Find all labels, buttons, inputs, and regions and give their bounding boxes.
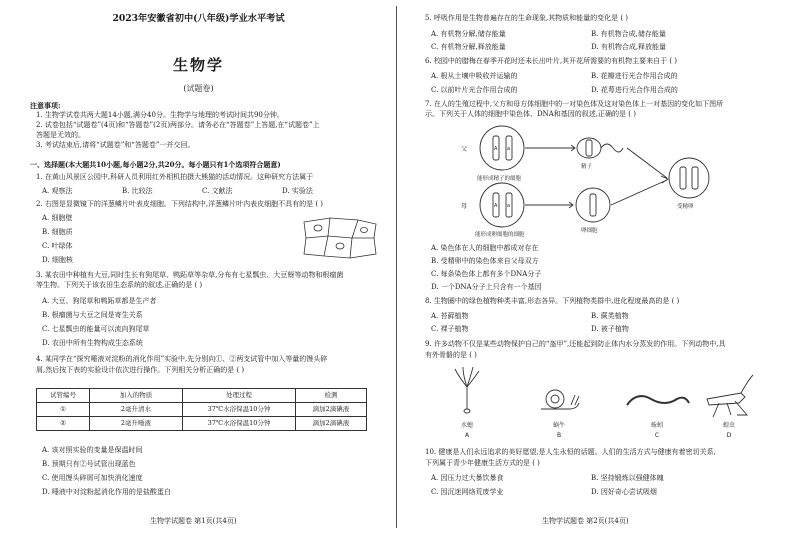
q5-stem: 5. 呼吸作用是生物普遍存在的生命现象,其物质和能量的变化是 ( ) (425, 14, 629, 22)
q2-option-c[interactable]: C. 叶绿体 (42, 242, 73, 250)
q3-option-d[interactable]: D. 农田中所有生物构成生态系统 (42, 339, 143, 347)
table-cell: 2毫升清水 (90, 403, 183, 417)
q2-stem: 2. 右图是显微镜下的洋葱鳞片叶表皮细胞。下列结构中,洋葱鳞片叶内表皮细胞不具有的是 ( ) (36, 200, 324, 208)
q3-option-c[interactable]: C. 七星瓢虫的能量可以流向狗尾草 (42, 325, 150, 333)
locust-icon (707, 375, 753, 417)
q6-stem: 6. 校园中的腊梅在春季开花时还未长出叶片,其开花所需要的有机物主要来自于 ( ) (425, 57, 678, 65)
q5-option-c[interactable]: C. 有机物分解,释放能量 (431, 43, 506, 51)
note-2: 2. 试卷包括“试题卷”(4页)和“答题卷”(2页)两部分。请务必在“答题卷”上答题,在“试题卷”上 (36, 121, 320, 129)
q3-option-a[interactable]: A. 大豆、狗尾草和鸭跖草都是生产者 (42, 297, 157, 305)
q8-option-b[interactable]: B. 蕨类植物 (591, 312, 629, 320)
mother-label: 母 (461, 203, 468, 210)
q10-options-row1 (431, 474, 751, 483)
q10-option-d[interactable]: D. 因好奇心尝试吸烟 (591, 488, 657, 496)
q10-option-c[interactable]: C. 因沉迷网络荒废学业 (431, 488, 504, 496)
q5-option-d[interactable]: D. 有机物合成,释放能量 (591, 43, 667, 51)
note-1: 1. 生物学试卷共两大题14小题,满分40分。生物学与地理的考试时间共90分钟。 (36, 111, 284, 119)
table-cell: 滴加2滴碘液 (296, 403, 367, 417)
q9-stem-1: 9. 许多动物不仅是某些动物保护自己的“盔甲”,还能起到防止体内水分蒸发的作用。下列动物中,具 (425, 340, 726, 348)
father-label: 父 (461, 146, 468, 153)
q6-options-row1 (431, 72, 751, 81)
experiment-table (36, 388, 367, 431)
snail-icon (541, 390, 579, 409)
q4-option-a[interactable]: A. 该对照实验的变量是保温时间 (42, 446, 143, 454)
page-footer: 生物学试题卷 第2页(共4页) (542, 517, 629, 525)
q3-option-b[interactable]: B. 根瘤菌与大豆之间是寄生关系 (42, 311, 143, 319)
sperm-cell-caption: 能形成精子的细胞 (477, 176, 522, 182)
q10-stem-2: 下列属于青少年健康生活方式的是 ( ) (425, 459, 540, 467)
gene-label: A (494, 203, 498, 209)
q3-stem-1: 3. 某农田中种植有大豆,同时生长有狗尾草、鸭跖草等杂草,分布有七星瓢虫、大豆蚜等动物和根瘤菌 (36, 271, 344, 279)
q6-option-a[interactable]: A. 根从土壤中吸收并运输的 (431, 72, 518, 80)
heredity-diagram (457, 120, 757, 240)
q5-options-row2 (431, 43, 751, 52)
section-1-header: 一、选择题(本大题共10小题,每小题2分,共20分。每小题只有1个选项符合题意) (30, 160, 281, 169)
q8-option-c[interactable]: C. 裸子植物 (431, 325, 469, 333)
animal-name: 水螅 (460, 422, 474, 429)
q4-option-d[interactable]: D. 唾液中对淀粉起消化作用的是盐酸蛋白 (42, 488, 171, 496)
q7-stem-2: 示。下列关于人体的细胞中染色体、DNA和基因的叙述,正确的是 ( ) (425, 110, 636, 118)
table-header: 试管编号 (37, 389, 90, 403)
table-header: 检测 (296, 389, 367, 403)
animal-name: 蜗牛 (552, 422, 566, 429)
q2-option-d[interactable]: D. 细胞核 (42, 256, 73, 264)
q2-option-b[interactable]: B. 细胞质 (42, 228, 73, 236)
animal-name: 蝗虫 (722, 422, 736, 429)
q1-option-b[interactable]: B. 比较法 (122, 187, 153, 195)
note-2-cont: 答题是无效的。 (36, 131, 85, 139)
table-header-row (37, 389, 367, 403)
q1-options (42, 187, 362, 196)
q4-stem-1: 4. 某同学在“探究唾液对淀粉的消化作用”实验中,先分别向①、②两支试管中加入等量的馒头碎 (36, 355, 328, 363)
q5-option-b[interactable]: B. 有机物合成,储存能量 (591, 30, 666, 38)
table-header: 加入的物质 (90, 389, 183, 403)
q10-options-row2 (431, 488, 751, 497)
right-page (397, 0, 794, 541)
q1-option-d[interactable]: D. 实验法 (282, 187, 313, 195)
q8-option-d[interactable]: D. 被子植物 (591, 325, 629, 333)
q5-option-a[interactable]: A. 有机物分解,储存能量 (431, 30, 506, 38)
q4-stem-2: 屑,然后按下表的实验设计依次进行操作。下列相关分析正确的是 ( ) (36, 366, 245, 374)
table-cell: 滴加2滴碘液 (296, 417, 367, 431)
exam-title: 2023年安徽省初中(八年级)学业水平考试 (112, 13, 285, 24)
q7-stem-1: 7. 在人的生殖过程中,父方和母方体细胞中的一对染色体及这对染色体上一对基因的变化如下图所 (425, 100, 724, 108)
table-cell: 37℃水浴保温10分钟 (183, 403, 296, 417)
q8-options-row1 (431, 312, 751, 321)
animal-letter[interactable]: C (654, 432, 660, 439)
hydra-icon (455, 367, 479, 409)
table-row (37, 403, 367, 417)
onion-cell-figure (300, 214, 380, 264)
gene-label: A (494, 146, 498, 152)
table-row (37, 417, 367, 431)
animal-letter[interactable]: A (464, 432, 470, 439)
q6-option-c[interactable]: C. 以前叶片光合作用合成的 (431, 86, 518, 94)
animals-figure (437, 365, 757, 445)
table-cell: 2毫升唾液 (90, 417, 183, 431)
earthworm-icon (627, 396, 689, 405)
q8-option-a[interactable]: A. 苔藓植物 (431, 312, 469, 320)
table-header: 处理过程 (183, 389, 296, 403)
q6-option-d[interactable]: D. 花萼进行光合作用合成的 (591, 86, 678, 94)
q4-option-b[interactable]: B. 预期只有②号试管出现蓝色 (42, 460, 136, 468)
page-footer: 生物学试题卷 第1页(共4页) (150, 517, 237, 525)
zygote-label: 受精卵 (677, 204, 694, 210)
q1-option-c[interactable]: C. 文献法 (202, 187, 233, 195)
q8-options-row2 (431, 325, 751, 334)
q7-option-a[interactable]: A. 染色体在人的细胞中都成对存在 (431, 244, 539, 252)
table-cell: ② (37, 417, 90, 431)
paper-type: (试题卷) (183, 84, 214, 93)
egg-cell-caption: 能形成卵细胞的细胞 (475, 232, 525, 238)
gene-label: a (507, 203, 511, 209)
notes-header: 注意事项: (30, 101, 61, 110)
q6-option-b[interactable]: B. 花瓣进行光合作用合成的 (591, 72, 678, 80)
note-3: 3. 考试结束后,请将“试题卷”和“答题卷”一并交回。 (36, 141, 195, 149)
q5-options-row1 (431, 30, 751, 39)
q1-option-a[interactable]: A. 观察法 (42, 187, 73, 195)
q7-option-d[interactable]: D. 一个DNA分子上只含有一个基因 (431, 283, 542, 291)
q7-option-c[interactable]: C. 每条染色体上都有多个DNA分子 (431, 270, 542, 278)
table-cell: 37℃水浴保温10分钟 (183, 417, 296, 431)
q3-stem-2: 等生物。下列关于该农田生态系统的叙述,正确的是 ( ) (36, 281, 203, 289)
animal-letter[interactable]: B (556, 432, 562, 439)
q4-option-c[interactable]: C. 使用馒头碎屑可加快消化速度 (42, 474, 143, 482)
subject-title: 生物学 (172, 56, 224, 74)
q1-stem: 1. 在黄山风景区公园中,科研人员利用红外相机拍摄大熊猫的活动情况。这种研究方法属于 (36, 173, 314, 181)
table-cell: ① (37, 403, 90, 417)
q2-option-a[interactable]: A. 细胞壁 (42, 214, 73, 222)
gene-label: a (507, 146, 511, 152)
q7-option-b[interactable]: B. 受精卵中的染色体来自父母双方 (431, 257, 539, 265)
q10-option-b[interactable]: B. 坚持锻炼以强健体魄 (591, 474, 664, 482)
egg-label: 卵细胞 (581, 228, 598, 234)
sperm-label: 精子 (581, 164, 593, 170)
q10-option-a[interactable]: A. 因压力过大暴饮暴食 (431, 474, 504, 482)
animal-name: 蚯蚓 (650, 422, 664, 429)
q6-options-row2 (431, 86, 751, 95)
q9-stem-2: 有外骨骼的是 ( ) (425, 351, 477, 359)
animal-letter[interactable]: D (726, 432, 732, 439)
q10-stem-1: 10. 健康是人们永远追求的美好愿望,是人生永恒的话题。人们的生活方式与健康有着密切关系, (425, 448, 716, 456)
q8-stem: 8. 生物圈中的绿色植物种类丰富,形态各异。下列植物类群中,进化程度最高的是 ( ) (425, 297, 680, 305)
